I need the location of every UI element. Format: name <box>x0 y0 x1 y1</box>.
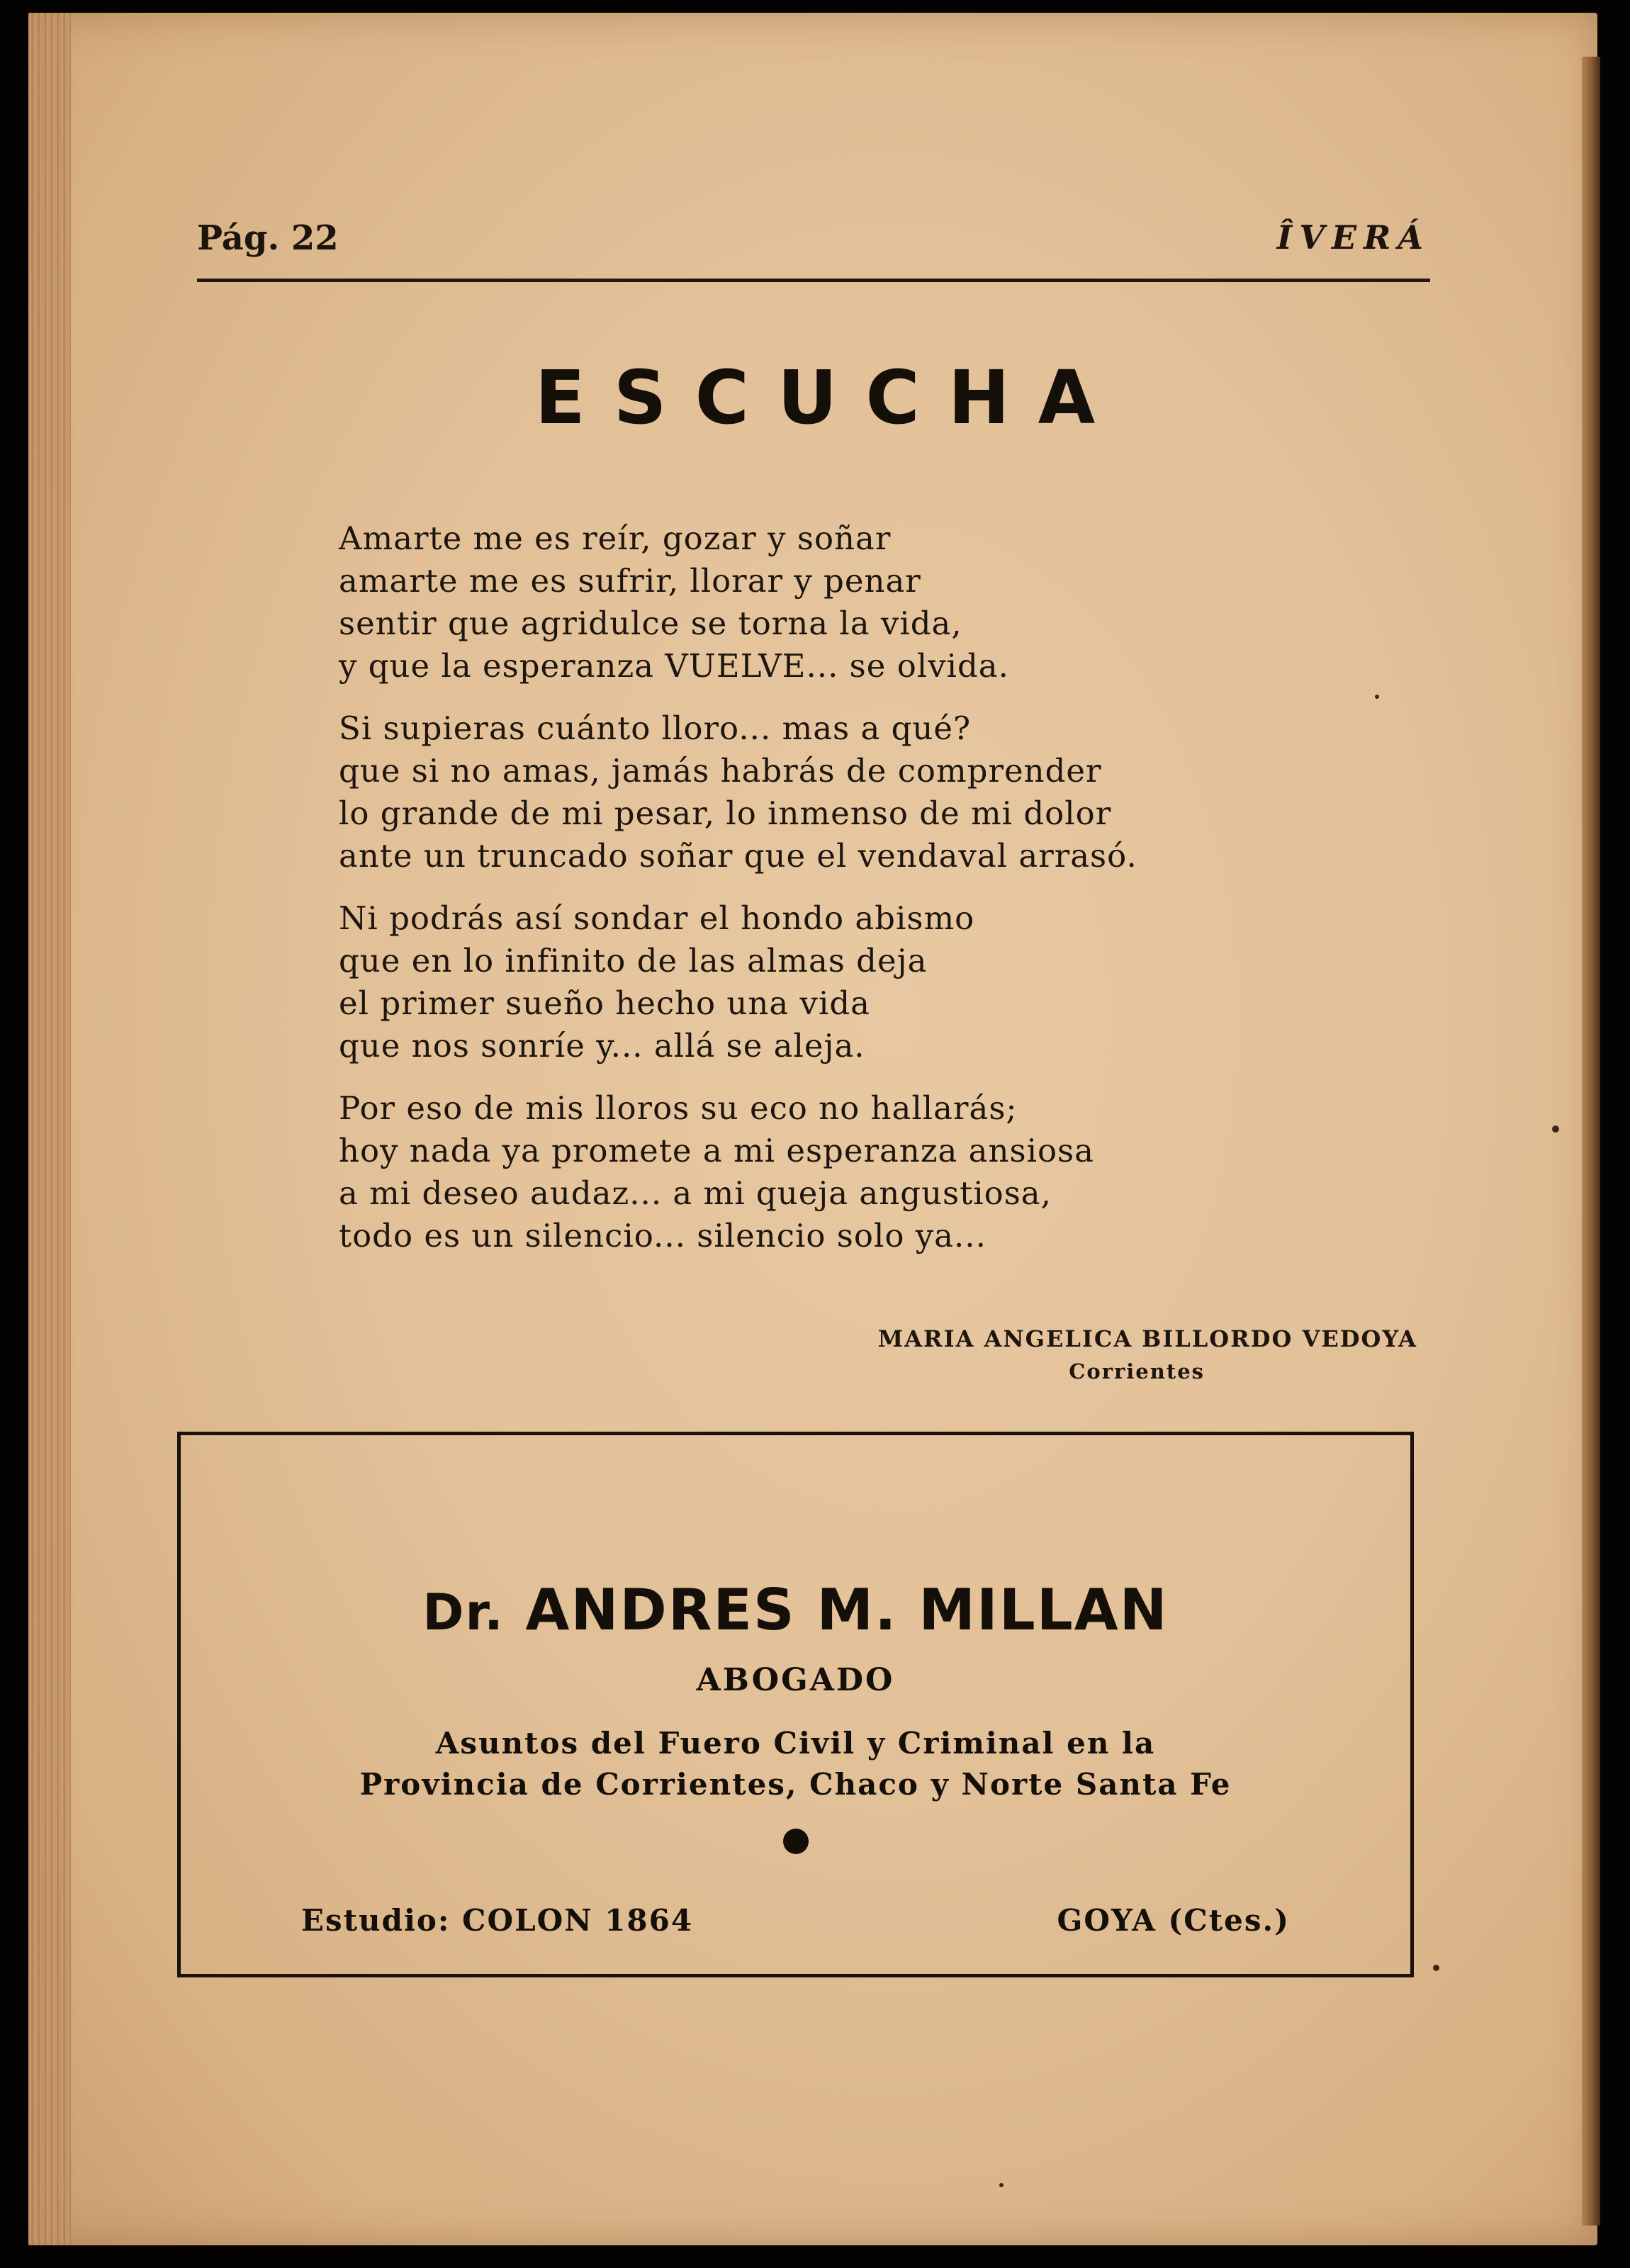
poem-line: hoy nada ya promete a mi esperanza ansiosa <box>339 1132 1094 1169</box>
ad-description-line: Provincia de Corrientes, Chaco y Norte Santa Fe <box>359 1767 1232 1802</box>
paper-speck <box>1375 695 1379 699</box>
ad-name-main: ANDRES M. MILLAN <box>525 1577 1169 1643</box>
poem-author-block <box>878 1325 1417 1383</box>
advertisement-box <box>177 1432 1414 1977</box>
ad-name-prefix: Dr. <box>422 1583 505 1641</box>
ad-address: Estudio: COLON 1864 <box>301 1903 694 1938</box>
poem-line: lo grande de mi pesar, lo inmenso de mi dolor <box>339 795 1112 832</box>
stanza <box>339 707 1260 877</box>
ad-city: GOYA (Ctes.) <box>1057 1903 1290 1938</box>
poem-line: Ni podrás así sondar el hondo abismo <box>339 899 975 937</box>
author-name: MARIA ANGELICA BILLORDO VEDOYA <box>877 1325 1417 1352</box>
poem-line: todo es un silencio... silencio solo ya... <box>339 1217 987 1254</box>
poem-line: que en lo infinito de las almas deja <box>339 942 928 979</box>
stanza <box>339 897 1260 1067</box>
paper-speck <box>1552 1125 1559 1133</box>
poem-line: amarte me es sufrir, llorar y penar <box>339 562 921 600</box>
poem-body <box>339 517 1260 1277</box>
header-rule <box>197 279 1430 282</box>
poem-line: a mi deseo audaz... a mi queja angustiosa, <box>339 1174 1052 1212</box>
poem-line: sentir que agridulce se torna la vida, <box>339 605 962 642</box>
ad-description-line: Asuntos del Fuero Civil y Criminal en la <box>435 1726 1156 1761</box>
poem-line: Si supieras cuánto lloro... mas a qué? <box>339 709 972 747</box>
paper-speck <box>1433 1965 1439 1971</box>
poem-line: Por eso de mis lloros su eco no hallarás; <box>339 1089 1018 1127</box>
ad-profession: ABOGADO <box>696 1662 895 1698</box>
bullet-dot-icon <box>783 1829 809 1854</box>
poem-line: que nos sonríe y... allá se aleja. <box>339 1027 865 1065</box>
poem-line: que si no amas, jamás habrás de comprender <box>339 752 1102 790</box>
poem-line: y que la esperanza VUELVE... se olvida. <box>339 647 1009 685</box>
stanza <box>339 517 1260 687</box>
poem-line: ante un truncado soñar que el vendaval arrasó. <box>339 837 1137 875</box>
ad-lawyer-name <box>181 1577 1410 1643</box>
page-edges-left <box>28 13 71 2245</box>
poem-line: Amarte me es reír, gozar y soñar <box>339 520 892 557</box>
magazine-title: ÎVERÁ <box>1276 218 1430 257</box>
poem-title: ESCUCHA <box>534 354 1124 441</box>
poem-line: el primer sueño hecho una vida <box>339 984 870 1022</box>
page-header <box>197 213 1430 269</box>
paper-speck <box>999 2183 1004 2187</box>
stanza <box>339 1087 1260 1257</box>
page-number: Pág. 22 <box>197 218 339 258</box>
author-place: Corrientes <box>1069 1359 1205 1383</box>
